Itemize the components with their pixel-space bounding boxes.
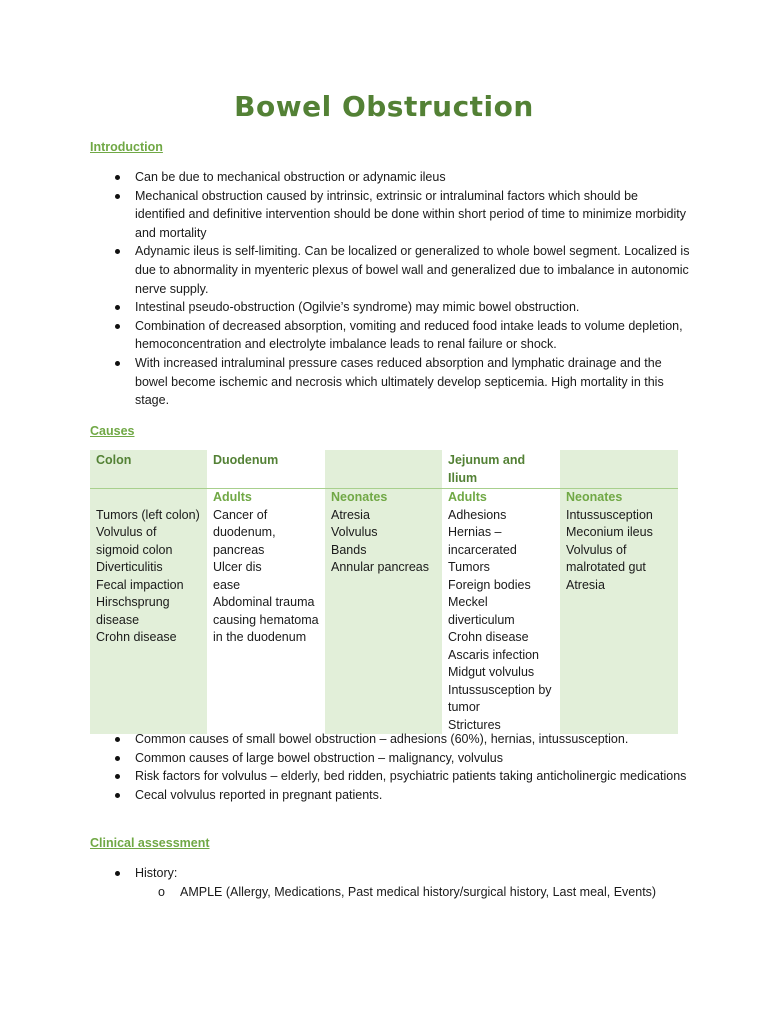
column-subheader: Adults: [442, 489, 560, 507]
introduction-list: [90, 168, 690, 410]
clinical-list: [90, 864, 690, 901]
table-row: [90, 507, 678, 735]
column-subheader: Neonates: [325, 489, 442, 507]
column-header: Colon: [90, 450, 207, 489]
list-item: [90, 864, 690, 901]
list-item: Can be due to mechanical obstruction or adynamic ileus: [90, 168, 690, 187]
table-header-row: [90, 450, 678, 489]
list-item: Cecal volvulus reported in pregnant patients.: [90, 786, 690, 805]
list-item-label: History:: [135, 866, 178, 880]
list-item: Combination of decreased absorption, vomiting and reduced food intake leads to volume depletion, hemoconcentration and electrolyte imbalance leads to renal failure or shock.: [90, 317, 690, 354]
introduction-heading: Introduction: [90, 140, 163, 154]
table-cell: Atresia Volvulus Bands Annular pancreas: [325, 507, 442, 735]
causes-notes-list: [90, 730, 690, 804]
causes-table: [90, 450, 678, 734]
list-item: Risk factors for volvulus – elderly, bed ridden, psychiatric patients taking anticholinergic medications: [90, 767, 690, 786]
table-cell: Cancer of duodenum, pancreas Ulcer dis ease Abdominal trauma causing hematoma in the duodenum: [213, 507, 319, 644]
list-item: Common causes of large bowel obstruction – malignancy, volvulus: [90, 749, 690, 768]
list-item: Common causes of small bowel obstruction – adhesions (60%), hernias, intussusception.: [90, 730, 690, 749]
clinical-assessment-heading: Clinical assessment: [90, 836, 210, 850]
column-header: [325, 450, 442, 489]
table-cell: Intussusception Meconium ileus Volvulus of malrotated gut Atresia: [560, 507, 678, 735]
column-header: Jejunum and Ilium: [448, 453, 526, 485]
column-subheader: [90, 489, 207, 507]
list-item: Mechanical obstruction caused by intrinsic, extrinsic or intraluminal factors which should be identified and definitive intervention should be done within short period of time to minimize morbidity and mortality: [90, 187, 690, 243]
column-header: Duodenum: [213, 453, 279, 467]
list-item: Intestinal pseudo-obstruction (Ogilvie’s syndrome) may mimic bowel obstruction.: [90, 298, 690, 317]
circle-bullet-marker: o: [158, 884, 165, 899]
column-subheader: Neonates: [560, 489, 678, 507]
list-item: With increased intraluminal pressure cases reduced absorption and lymphatic drainage and the bowel become ischemic and necrosis which ultimately develop septicemia. High mortality in this stage.: [90, 354, 690, 410]
table-subheader-row: [90, 489, 678, 507]
sub-list-item-text: AMPLE (Allergy, Medications, Past medical history/surgical history, Last meal, Events): [180, 884, 657, 899]
sub-list: [135, 883, 690, 902]
list-item: Adynamic ileus is self-limiting. Can be localized or generalized to whole bowel segment. Localized is due to abnormality in myenteric plexus of bowel wall and generalized due to imbalance in autonomic nerve supply.: [90, 242, 690, 298]
table-cell: Tumors (left colon) Volvulus of sigmoid colon Diverticulitis Fecal impaction Hirschsprung disease Crohn disease: [90, 507, 207, 735]
sub-list-item: [135, 883, 690, 902]
page-title: Bowel Obstruction: [234, 90, 534, 123]
column-subheader: Adults: [207, 489, 325, 507]
causes-heading: Causes: [90, 424, 135, 438]
column-header: [560, 450, 678, 489]
table-cell: Adhesions Hernias – incarcerated Tumors Foreign bodies Meckel diverticulum Crohn disease Ascaris infection Midgut volvulus Intussusception by tumor Strictures: [448, 507, 552, 732]
